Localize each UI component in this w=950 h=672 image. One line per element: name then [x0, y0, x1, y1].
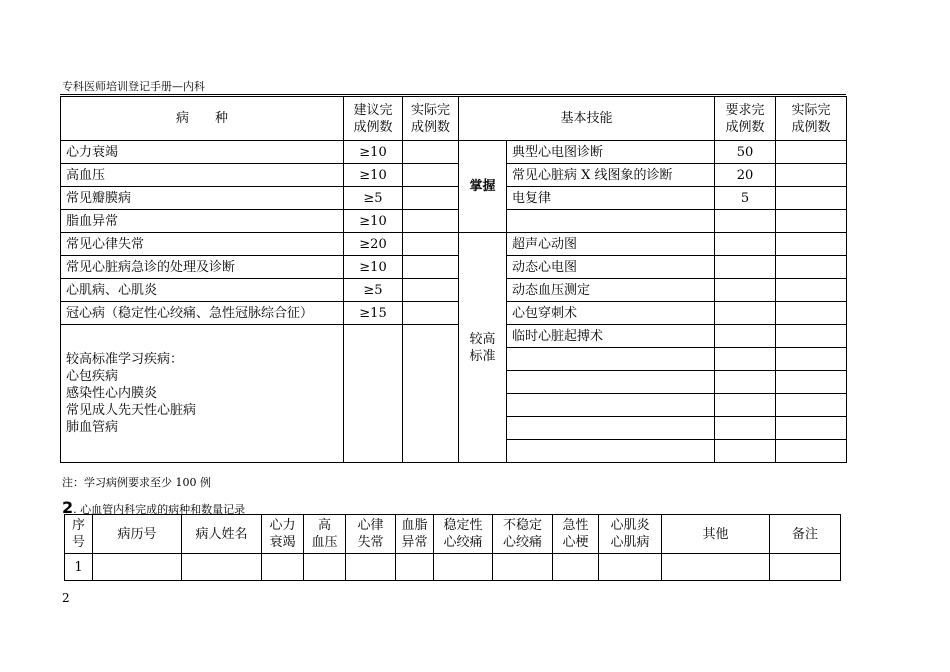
record-header-line: 心梗 [562, 535, 589, 550]
table-note: 注：学习病例要求至少 100 例 [62, 476, 211, 489]
table-row [61, 164, 847, 187]
required-cell: 20 [715, 164, 776, 187]
record-number-cell[interactable] [93, 554, 182, 581]
level-higher-line2: 标准 [469, 348, 496, 364]
header-suggested-line2: 成例数 [353, 119, 393, 135]
record-header-10 [599, 515, 662, 554]
remarks-cell[interactable] [770, 554, 841, 581]
record-header-line: 心力 [269, 518, 296, 533]
actual-cell[interactable] [403, 187, 459, 210]
header-required-line2: 成例数 [725, 119, 765, 135]
advanced-title: 较高标准学习疾病： [66, 352, 184, 367]
record-header-4 [304, 515, 346, 554]
record-header-5 [346, 515, 396, 554]
skill-cell: 典型心电图诊断 [507, 141, 715, 164]
header-actual-line1: 实际完 [410, 102, 450, 118]
table-row [61, 141, 847, 164]
actual-skill-cell[interactable] [776, 302, 847, 325]
table-row [61, 279, 847, 302]
record-cell[interactable] [434, 554, 493, 581]
record-header-7 [434, 515, 493, 554]
actual-skill-cell[interactable] [776, 164, 847, 187]
actual-cell[interactable] [403, 233, 459, 256]
advanced-item: 常见成人先天性心脏病 [66, 403, 197, 418]
record-cell[interactable] [553, 554, 599, 581]
record-header-line: 心绞痛 [502, 535, 542, 550]
actual-skill-cell[interactable] [776, 233, 847, 256]
table-row [61, 256, 847, 279]
actual-cell[interactable] [403, 164, 459, 187]
record-cell[interactable] [346, 554, 396, 581]
suggested-cell: ≥10 [344, 164, 403, 187]
record-cell[interactable] [262, 554, 304, 581]
level-higher-cell [459, 233, 507, 463]
required-cell [715, 210, 776, 233]
actual-skill-cell[interactable] [776, 325, 847, 348]
advanced-item: 心包疾病 [66, 369, 119, 384]
advanced-diseases-cell [61, 325, 344, 463]
skill-cell [507, 371, 715, 394]
required-cell [715, 256, 776, 279]
suggested-cell: ≥5 [344, 279, 403, 302]
suggested-cell: ≥5 [344, 187, 403, 210]
record-header-line: 高 [317, 518, 331, 533]
record-header-line: 血脂 [401, 518, 428, 533]
record-cell[interactable] [662, 554, 770, 581]
header-required-line1: 要求完 [725, 102, 765, 118]
suggested-cell: ≥20 [344, 233, 403, 256]
disease-cell: 心力衰竭 [61, 141, 344, 164]
skill-cell: 电复律 [507, 187, 715, 210]
record-header-line: 血压 [311, 535, 338, 550]
required-cell [715, 233, 776, 256]
suggested-cell: ≥10 [344, 141, 403, 164]
required-cell [715, 394, 776, 417]
skill-cell: 心包穿刺术 [507, 302, 715, 325]
actual-cell[interactable] [403, 302, 459, 325]
actual-skill-cell[interactable] [776, 440, 847, 463]
record-header-line: 失常 [357, 535, 384, 550]
header-required-count [715, 97, 776, 141]
record-header-line: 不稳定 [502, 518, 542, 533]
table-row [65, 554, 841, 581]
record-header-line: 号 [71, 535, 85, 550]
required-cell [715, 348, 776, 371]
table-row [61, 187, 847, 210]
actual-cell[interactable] [403, 256, 459, 279]
skill-cell: 临时心脏起搏术 [507, 325, 715, 348]
record-header-line: 急性 [562, 518, 589, 533]
record-header-1 [93, 515, 182, 554]
record-header-11 [662, 515, 770, 554]
advanced-item: 感染性心内膜炎 [66, 386, 158, 401]
record-cell[interactable] [493, 554, 553, 581]
record-header-line: 心绞痛 [443, 535, 483, 550]
record-header-line: 心肌病 [610, 535, 650, 550]
skill-cell: 动态心电图 [507, 256, 715, 279]
record-header-8 [493, 515, 553, 554]
header-rule [60, 94, 846, 95]
record-cell[interactable] [396, 554, 434, 581]
required-cell: 5 [715, 187, 776, 210]
disease-cell: 心肌病、心肌炎 [61, 279, 344, 302]
section-title: . 心血管内科完成的病种和数量记录 [73, 503, 246, 516]
record-header-9 [553, 515, 599, 554]
record-header-0 [65, 515, 93, 554]
actual-skill-cell[interactable] [776, 371, 847, 394]
header-suggested-line1: 建议完 [353, 102, 393, 118]
section-number: 2 [62, 498, 74, 517]
skill-cell [507, 440, 715, 463]
level-master-cell: 掌握 [459, 141, 507, 233]
header-actual2-line1: 实际完 [791, 102, 831, 118]
required-cell [715, 302, 776, 325]
suggested-cell: ≥15 [344, 302, 403, 325]
actual-skill-cell[interactable] [776, 141, 847, 164]
actual-skill-cell[interactable] [776, 348, 847, 371]
disease-cell: 常见心脏病急诊的处理及诊断 [61, 256, 344, 279]
actual-cell[interactable] [403, 279, 459, 302]
advanced-suggested-cell [344, 325, 403, 463]
required-cell [715, 417, 776, 440]
advanced-item: 肺血管病 [66, 420, 119, 435]
required-cell: 50 [715, 141, 776, 164]
skill-cell: 常见心脏病 X 线图象的诊断 [507, 164, 715, 187]
header-disease: 病 种 [61, 97, 344, 141]
required-cell [715, 325, 776, 348]
record-header-2 [182, 515, 262, 554]
disease-cell: 常见瓣膜病 [61, 187, 344, 210]
header-actual2-line2: 成例数 [791, 119, 831, 135]
actual-skill-cell[interactable] [776, 210, 847, 233]
record-header-line: 病人姓名 [195, 526, 248, 542]
record-header-line: 心律 [357, 518, 384, 533]
record-header-line: 衰竭 [269, 535, 296, 550]
skill-cell: 超声心动图 [507, 233, 715, 256]
actual-cell[interactable] [403, 210, 459, 233]
record-header-6 [396, 515, 434, 554]
header-actual-count-2 [776, 97, 847, 141]
record-header-line: 异常 [401, 535, 428, 550]
header-actual-line2: 成例数 [410, 119, 450, 135]
record-header-line: 病历号 [117, 526, 157, 542]
table-row [61, 210, 847, 233]
required-cell [715, 371, 776, 394]
record-header-line: 其他 [702, 526, 729, 542]
disease-cell: 常见心律失常 [61, 233, 344, 256]
disease-skills-table [60, 96, 847, 463]
suggested-cell: ≥10 [344, 210, 403, 233]
record-cell[interactable] [304, 554, 346, 581]
skill-cell: 动态血压测定 [507, 279, 715, 302]
required-cell [715, 279, 776, 302]
case-record-table [64, 514, 841, 581]
header-suggested-count [344, 97, 403, 141]
disease-cell: 高血压 [61, 164, 344, 187]
skill-cell [507, 348, 715, 371]
record-header-12 [770, 515, 841, 554]
record-header-line: 序 [71, 518, 85, 533]
suggested-cell: ≥10 [344, 256, 403, 279]
skill-cell [507, 210, 715, 233]
record-header-line: 心肌炎 [610, 518, 650, 533]
actual-skill-cell[interactable] [776, 187, 847, 210]
table-row [61, 233, 847, 256]
header-actual-count [403, 97, 459, 141]
record-cell[interactable] [599, 554, 662, 581]
actual-cell[interactable] [403, 141, 459, 164]
actual-skill-cell[interactable] [776, 417, 847, 440]
actual-skill-cell[interactable] [776, 256, 847, 279]
record-header-line: 稳定性 [443, 518, 483, 533]
record-header-3 [262, 515, 304, 554]
page-number: 2 [62, 591, 70, 605]
skill-cell [507, 417, 715, 440]
required-cell [715, 440, 776, 463]
table-row [61, 302, 847, 325]
skill-cell [507, 394, 715, 417]
disease-cell: 冠心病（稳定性心绞痛、急性冠脉综合征） [61, 302, 344, 325]
patient-name-cell[interactable] [182, 554, 262, 581]
record-header-line: 备注 [791, 526, 818, 542]
advanced-actual-cell[interactable] [403, 325, 459, 463]
actual-skill-cell[interactable] [776, 394, 847, 417]
row-number-cell: 1 [65, 554, 93, 581]
level-higher-line1: 较高 [469, 331, 496, 347]
document-header: 专科医师培训登记手册—内科 [62, 80, 205, 93]
header-basic-skills: 基本技能 [459, 97, 715, 141]
disease-cell: 脂血异常 [61, 210, 344, 233]
table-row [61, 325, 847, 348]
actual-skill-cell[interactable] [776, 279, 847, 302]
